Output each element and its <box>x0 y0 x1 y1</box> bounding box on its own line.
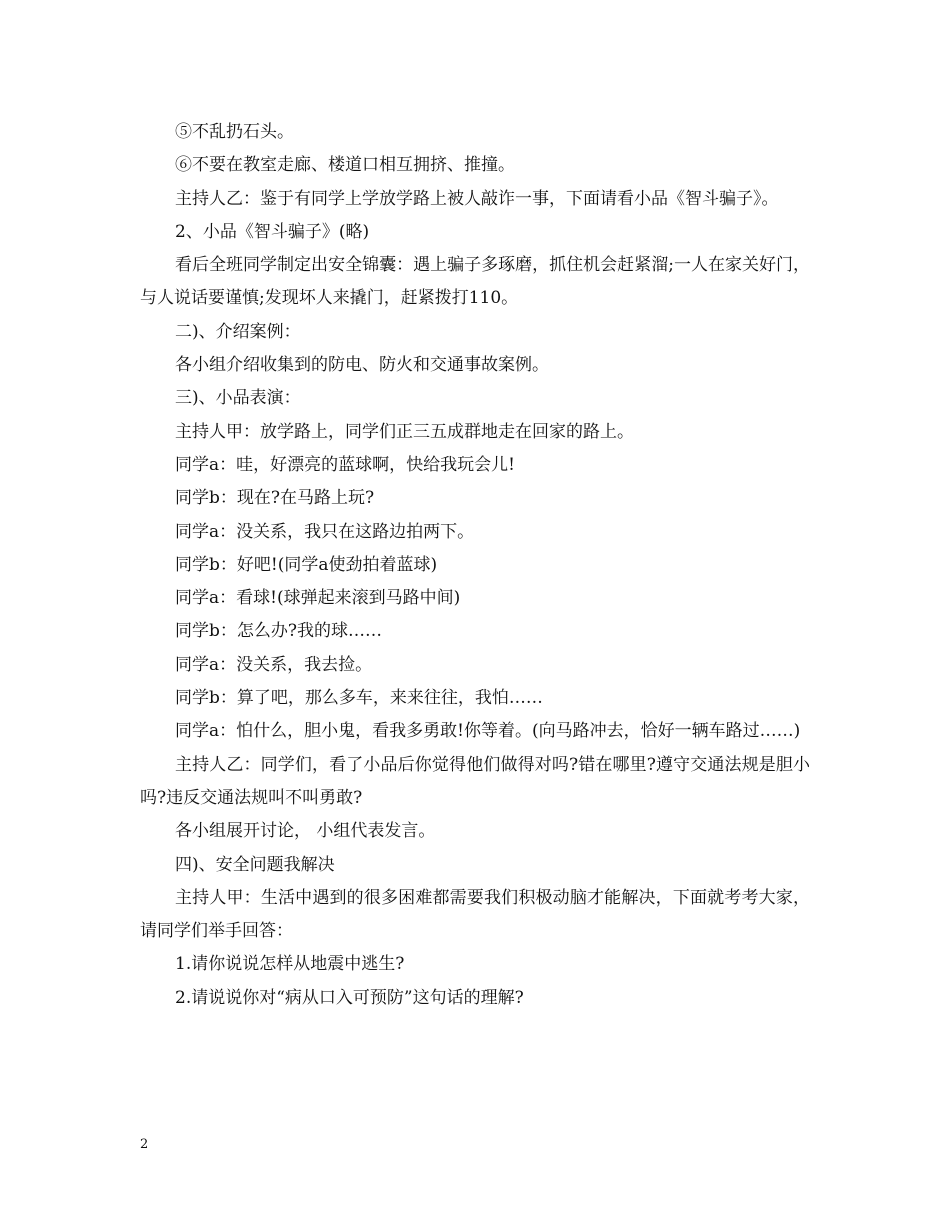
dialogue-line: 同学b：好吧!(同学a使劲拍着蓝球) <box>175 554 438 575</box>
section-heading: 二)、介绍案例： <box>175 321 301 342</box>
paragraph: 各小组展开讨论， 小组代表发言。 <box>175 821 436 842</box>
dialogue-line: 同学b：现在?在马路上玩? <box>175 488 375 509</box>
dialogue-line: 同学a：看球!(球弹起来滚到马路中间) <box>175 588 461 609</box>
section-heading: 三)、小品表演： <box>175 388 301 409</box>
dialogue-line: 同学a：没关系，我只在这路边拍两下。 <box>175 521 475 542</box>
dialogue-line: 同学a：怕什么，胆小鬼，看我多勇敢!你等着。(向马路冲去，恰好一辆车路过……) <box>175 721 801 742</box>
paragraph: ⑥不要在教室走廊、楼道口相互拥挤、推撞。 <box>175 155 515 176</box>
paragraph: ⑤不乱扔石头。 <box>175 122 294 142</box>
paragraph: 各小组介绍收集到的防电、防火和交通事故案例。 <box>175 355 549 376</box>
paragraph: 主持人乙：同学们，看了小品后你觉得他们做得对吗?错在哪里?遵守交通法规是胆小吗?违反交通法规叫不叫勇敢? <box>140 754 810 808</box>
paragraph: 主持人甲：放学路上，同学们正三五成群地走在回家的路上。 <box>175 421 634 442</box>
page-number: 2 <box>140 1137 149 1152</box>
dialogue-line: 同学a：没关系，我去捡。 <box>175 654 373 675</box>
paragraph: 主持人甲：生活中遇到的很多困难都需要我们积极动脑才能解决，下面就考考大家，请同学们举手回答： <box>140 887 810 942</box>
dialogue-line: 同学a：哇，好漂亮的蓝球啊，快给我玩会儿! <box>175 454 515 475</box>
list-item: 1.请你说说怎样从地震中逃生? <box>175 954 405 975</box>
paragraph: 2、小品《智斗骗子》(略) <box>175 221 370 242</box>
document-body <box>140 116 810 1015</box>
dialogue-line: 同学b：算了吧，那么多车，来来往往，我怕…… <box>175 688 543 709</box>
paragraph: 主持人乙：鉴于有同学上学放学路上被人敲诈一事，下面请看小品《智斗骗子》。 <box>175 188 779 209</box>
dialogue-line: 同学b：怎么办?我的球…… <box>175 621 382 642</box>
paragraph: 看后全班同学制定出安全锦囊：遇上骗子多琢磨，抓住机会赶紧溜;一人在家关好门，与人说话要谨慎;发现坏人来撬门，赶紧拨打110。 <box>140 255 810 309</box>
section-heading: 四)、安全问题我解决 <box>175 854 335 875</box>
list-item: 2.请说说你对“病从口入可预防”这句话的理解? <box>175 987 524 1008</box>
